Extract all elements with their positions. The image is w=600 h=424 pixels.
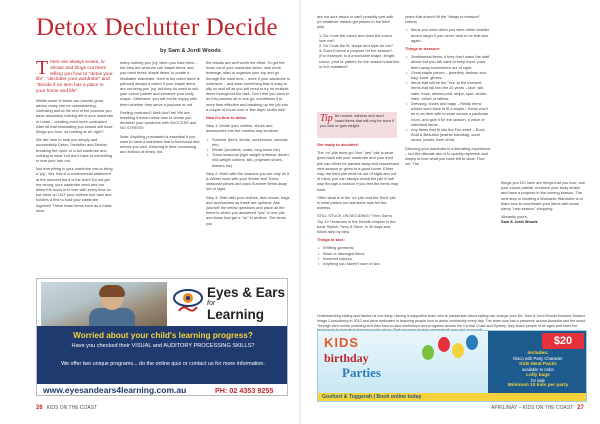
paragraph: the results are well worth the effort. To get the most out of your wardrobe detox, lose more leverage, start to organize your top and go through the most time – more if your wardrobe is extensive – and wear something that is easy to slip on and off as you will need to try on multiple items throughout the task. Don't feel you have to do this process all in one go, sometimes it is more time effective and breaking up the job into a couple of hours over a 'few days' works well.	[206, 60, 290, 112]
intro-paragraph	[36, 60, 114, 95]
left-folio	[36, 405, 97, 411]
magazine-name: KIDS ON THE COAST	[46, 405, 98, 411]
page-number: 26	[36, 405, 43, 411]
feature-text: Disco with Party Character	[513, 356, 563, 361]
ad-offer: We offer two unique programs... do the online quiz or contact us for more information.	[61, 361, 265, 367]
tip-label: Tip	[320, 113, 333, 124]
dropcap: T	[36, 60, 49, 79]
logo-line-1: Eyes & Ears	[207, 285, 286, 300]
step-1: Step 1: Divide your clothes, shoes and accessories into the one/two day sections.	[206, 123, 279, 134]
list-item: • Great staple pieces – jewellery, fashion and bag, scarf, gloves.	[405, 70, 491, 80]
step-3: Step 3: Start with your clothes, then shoes, bags and accessories as these are optional. Ask yourself the below questions and place all the items to which you answered "yes" in one pile and those that get a "no" in another. The items you	[206, 194, 290, 226]
paragraph: Feeling confused? Well don't be! We are breaking it down below how to create you declutter your wardrobe with SUCCESS and NO STRESS!	[120, 109, 197, 131]
section-heading: Things to treasure:	[405, 46, 441, 52]
page-number: 27	[577, 405, 584, 411]
ad-feature	[492, 373, 584, 383]
question-list	[317, 33, 399, 69]
paragraph: years that doesn't fit the "things to treasure" criteria	[405, 14, 481, 25]
paragraph: Detoxing your wardrobe is a liberating experience – but the ultimate aim is to quickly replenish and simply to love what you have left to wear. Find out. The	[405, 145, 491, 167]
photo-hair	[99, 285, 125, 297]
right-column-3	[501, 180, 587, 310]
ad-feature	[492, 383, 584, 388]
list-item: • Any items that fit into the Fun trend – Rock, Bold & Beautiful (leather handbag, court shoes, pearls, linen shirt).	[405, 127, 491, 143]
right-column-1-bottom	[317, 142, 399, 310]
right-page	[301, 0, 600, 424]
feature-text: available to order	[521, 367, 555, 372]
tip-box	[317, 112, 397, 138]
ad-phone: PH: 02 4353 9255	[215, 386, 274, 395]
left-column-2	[120, 60, 200, 274]
feature-heading: Minimum 10 kids per party	[507, 383, 569, 388]
price-badge: $20	[542, 333, 584, 349]
paragraph: Not everything in your wardrobe has to bring a 'joy'. Yes, this is a controversial statement at the moment but it is the truth! Do not get me wrong, your wardrobe need and our items the focus is to love with every time so put them on OUT your clothes one rack and holders a first to hold your wardrobe together! These basic items such as a black shoe	[36, 166, 113, 213]
step-2: Step 2: Work with the seasons you are only in! It is Winter work with your Winter and Trans-seasonal pieces and pack Summer items away out of sight.	[206, 170, 290, 192]
logo-text	[207, 285, 285, 322]
balloon-icon	[466, 335, 478, 350]
sign-off: Vibrantly yours,	[501, 214, 528, 220]
paragraph: Often what is in the 'no' pile and the 'third' pile is what makes our wardrobe look full but useless.	[317, 194, 396, 211]
right-column-1-top	[317, 14, 399, 112]
toss-list	[317, 245, 399, 266]
paragraph: STILL STUCK ON DECIDING? Then Sam's Top 10 Treasures in the Decide chapter in the book Stylish, Sexy & Sane, in 30 days and follow step by step.	[317, 213, 396, 235]
list-item: • Sentimental items: if they don't make the staff above but you still want to keep them, pack them away somewhere out of sight.	[405, 54, 491, 70]
ad-feature	[492, 362, 584, 372]
question-item: 3. Does it serve a purpose for the season? (For example, is it a workable shape, length, colour, print or pattern for the season's fashion or is it outdated?	[319, 48, 399, 69]
author-signature: Sam & Jordi Woods	[501, 219, 538, 225]
right-folio	[491, 405, 584, 411]
paragraph: We are here to help you simply and successfully Detox, Declutter and Decide, breaking the cycle of 'a full wardrobe and nothing to wear' but don't have to something to tear your hair out...	[36, 137, 113, 164]
eyes-ears-logo	[171, 283, 286, 322]
paragraph: Whilst some of these can provide good advice many can be overwhelming, confusing and at the end of the process you have absolutely nothing left in your wardrobe or home – creating even more confusion! After all that eliminating you should still have things you love, so hording at all, right?	[36, 97, 114, 134]
ad-website-link[interactable]: www.eyesandears4learning.com.au	[43, 385, 187, 395]
size-list	[405, 27, 491, 43]
feature-heading: Lolly bags	[526, 373, 550, 378]
treasure-list	[405, 54, 491, 142]
question-item: 2. Do I love the fit, shape and style for me?	[319, 43, 393, 49]
paragraph: things you DO have are things that you love, suit your colour palette, enhance your body shape and have a purpose in the coming season. The next step in creating a Workable Wardrobe is to learn how to coordinate your items with some savvy "new season" shopping.	[501, 180, 585, 212]
issue-date: APRIL/MAY – KIDS ON THE COAST	[491, 405, 574, 411]
list-item: • Incorrect colours	[317, 256, 399, 261]
left-column-3	[206, 60, 290, 274]
paragraph: The 'no' pile must go! Your "yes" pile is what goes back into your wardrobe and your third pile can either be packed away and reassessed next season or given to a good home. Either way, the third pile must be out of sight and out of mind, you can always revisit the pile if half way through a season if you feel the items may work.	[317, 150, 399, 192]
section-heading: Things to toss:	[317, 237, 345, 243]
eye-ear-icon	[171, 285, 205, 319]
child-photo	[41, 282, 167, 326]
logo-line-3: Learning	[207, 307, 265, 322]
right-column-2	[405, 14, 491, 310]
birthday-title: birthday	[324, 351, 369, 365]
balloon-icon	[438, 337, 450, 352]
list-item: • Summer (tee's, shorts, sundresses, sandals etc)	[206, 137, 290, 147]
ad-strip-text: Gosford & Tuggerah | Book online today	[322, 394, 422, 400]
list-item: • Worn or damaged items	[317, 251, 399, 256]
ad-headline: Worried about your child's learning progress?	[73, 331, 253, 340]
author-bio: Understanding styling and fashion is one thing. Having a supportive team who is passionate about styling can change your life. Sam & Jordi Woods founded Sassed Image Consultancy in 2010 and were dedicated to teaching people how to dress confidently every day. The team now has a presence across Australia and the world. Through their online coaching and their face-to-face workshops and programs across the Central Coast and Sydney, they teach people of all ages and sizes the	[317, 314, 587, 328]
season-list	[206, 137, 290, 168]
list-item: • Dressing, shoes and bags – Really items whose work back to fit a staple – these won't be in an item with to store across a particular room, and give it for the season, a value of individual items.	[405, 101, 491, 127]
parties-title: Parties	[342, 365, 381, 380]
ad-feature	[492, 351, 584, 361]
section-heading: Now it's time to detox	[206, 115, 247, 121]
photo-shirt	[89, 308, 135, 326]
paragraph: are not sure about or can't possibly part with (or whatever means get placed in the third pile).	[317, 14, 394, 30]
birthday-parties-advertisement[interactable]	[317, 330, 587, 402]
list-item: • Trans-seasonal (light weight knitwear, denim, mid-weight cottons, silk, polyester shoes, blazers etc)	[206, 152, 290, 168]
left-column-1	[36, 60, 114, 274]
list-item: • Winter (woollens, coats, long boots etc)	[206, 147, 290, 152]
paragraph: Note: Anything purchased is essential if you want to have a wardrobe that is functional and serves you well. Detoxing is time consuming and tedious at times, but	[120, 133, 200, 155]
feature-heading: Kids Meal Packs	[519, 362, 557, 367]
section-heading: Get ready to declutter!	[317, 142, 359, 147]
balloon-icon	[422, 345, 434, 360]
list-item: • Items that will be the 'Yes' at the moment. Items that fall into the 10 years – lace, silk, satin, frock, animal print, stripe, spot, denim, linen, velvet or taffeta.	[405, 80, 491, 101]
intro-text: here are always books, tv shows and blogs out there telling you how to "detox your life", "declutter your wardrobe" and "decide if an item has a place in your home and life".	[36, 60, 113, 94]
list-item: • Ill fitting garments	[317, 245, 399, 250]
question-item: 1. Do I love the colour and does the colour love me?	[319, 32, 393, 43]
feature-heading: Includes:	[527, 351, 549, 356]
list-item: • Anything you haven't worn in two	[317, 261, 399, 266]
paragraph: many nothing you 'joy' when you hold them – but they are what we call 'staple items' and you need these 'staple items' to create a Workable Wardrobe. Here is the catch there is (almost) always a catch! If your staple items are not bring you 'joy' but they do need to suit your colour palette and enhance your body shape. Otherwise, you will not be happy with them whether they serve a purpose or not.	[120, 60, 200, 107]
feature-text: for sale	[531, 378, 545, 383]
tip-text: Be honest, ruthless and don't hoard items that will only be worn if you lose or gain weight.	[320, 114, 394, 128]
article-title: Detox Declutter Decide	[36, 14, 278, 41]
logo-line-2: for	[207, 300, 216, 307]
ad-subhead: Have you checked their VISUAL and AUDITORY PROCESSING SKILLS?	[71, 343, 255, 349]
kids-banner: KIDS	[324, 335, 360, 350]
byline: by Sam & Jordi Woods	[160, 48, 221, 54]
eyes-ears-advertisement[interactable]	[36, 278, 288, 396]
list-item: • Items you wore when you were either smaller and/or larger if you never wish to be that size again.	[405, 27, 491, 43]
balloon-icon	[452, 343, 464, 358]
